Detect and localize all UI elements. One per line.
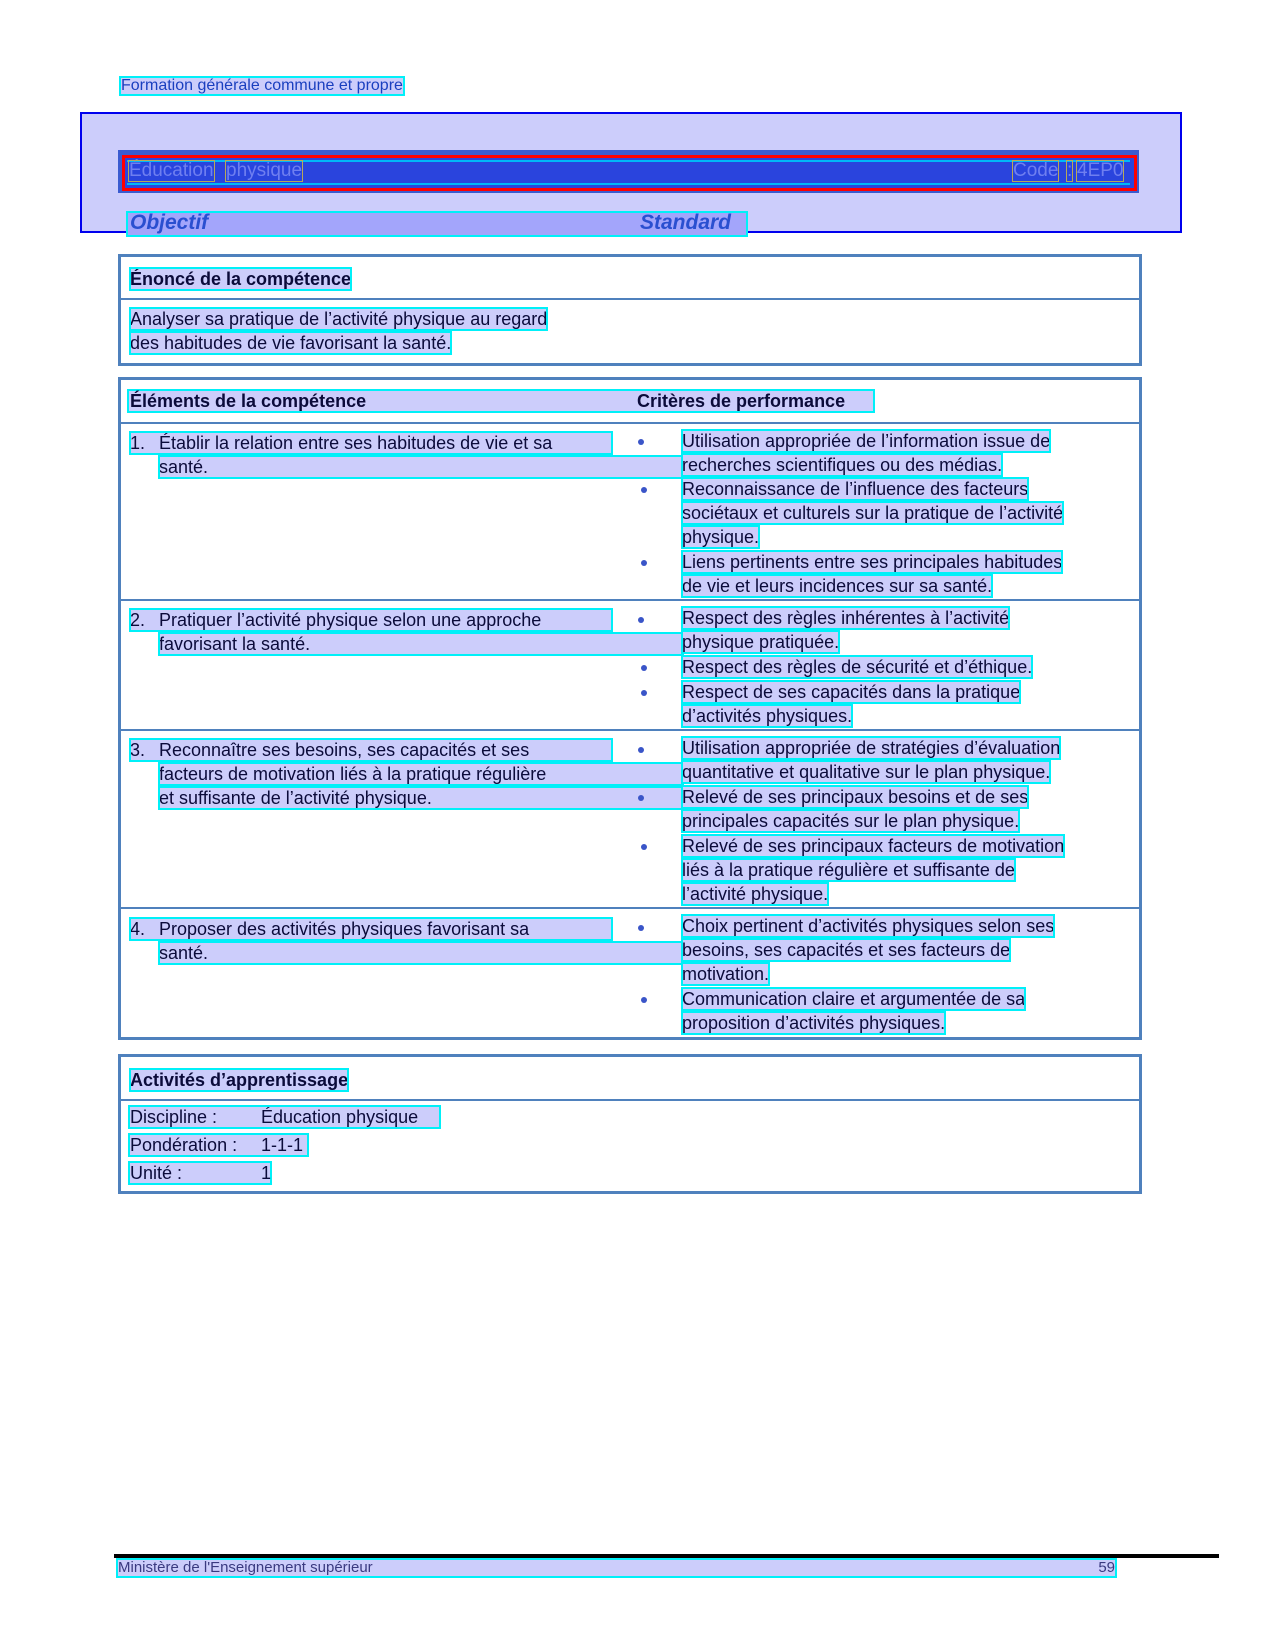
- element-number: 2.: [130, 609, 612, 631]
- ponderation-value: 1-1-1: [261, 1135, 304, 1155]
- criterion-line: Utilisation appropriée de stratégies d’évaluation: [682, 738, 1061, 758]
- element-text-line: santé.: [159, 456, 683, 478]
- unite-label: Unité :: [130, 1163, 183, 1183]
- element-text-line: et suffisante de l’activité physique.: [159, 787, 683, 809]
- bullet-icon: [641, 487, 647, 493]
- criterion-line: motivation.: [682, 964, 770, 984]
- criterion-line: de vie et leurs incidences sur sa santé.: [682, 576, 993, 596]
- criterion-line: physique pratiquée.: [682, 632, 840, 652]
- criterion-line: quantitative et qualitative sur le plan physique.: [682, 762, 1051, 782]
- criterion-line: Communication claire et argumentée de sa: [682, 989, 1026, 1009]
- code-label: Code: [1013, 160, 1059, 181]
- footer-rule: [114, 1554, 1219, 1558]
- bullet-icon: [638, 439, 644, 445]
- course-title-word: physique: [226, 160, 303, 181]
- bullet-icon: [641, 690, 647, 696]
- enonce-text-line: Analyser sa pratique de l’activité physique au regard: [130, 309, 548, 329]
- objective-label: Objectif: [130, 211, 209, 234]
- element-number: 3.: [130, 739, 612, 761]
- criterion-line: Relevé de ses principaux besoins et de ses: [682, 787, 1029, 807]
- divider: [121, 1099, 1139, 1101]
- page-number: 59: [1098, 1559, 1115, 1576]
- criterion-line: proposition d’activités physiques.: [682, 1013, 946, 1033]
- course-code: 4EP0: [1077, 160, 1124, 181]
- criterion-line: principales capacités sur le plan physique.: [682, 811, 1020, 831]
- criterion-line: Respect de ses capacités dans la pratique: [682, 682, 1021, 702]
- divider: [121, 729, 1139, 731]
- criteria-column-header: Critères de performance: [637, 391, 846, 411]
- bullet-icon: [641, 665, 647, 671]
- bullet-icon: [641, 997, 647, 1003]
- criterion-line: recherches scientifiques ou des médias.: [682, 455, 1003, 475]
- element-text-line: Pratiquer l’activité physique selon une approche: [159, 610, 542, 630]
- element-text-line: facteurs de motivation liés à la pratique régulière: [159, 763, 683, 785]
- document-section-label: Formation générale commune et propre: [121, 77, 403, 94]
- criterion-line: l’activité physique.: [682, 884, 829, 904]
- element-text-line: favorisant la santé.: [159, 633, 683, 655]
- element-number: 1.: [130, 432, 612, 454]
- criterion-line: Relevé de ses principaux facteurs de motivation: [682, 836, 1065, 856]
- criterion-line: Choix pertinent d’activités physiques selon ses: [682, 916, 1055, 936]
- bullet-icon: [638, 795, 644, 801]
- ministry-name: Ministère de l'Enseignement supérieur: [118, 1559, 373, 1576]
- element-text-line: Proposer des activités physiques favorisant sa: [159, 919, 530, 939]
- criterion-line: Liens pertinents entre ses principales habitudes: [682, 552, 1063, 572]
- criterion-line: besoins, ses capacités et ses facteurs de: [682, 940, 1011, 960]
- bullet-icon: [638, 747, 644, 753]
- code-separator: :: [1067, 160, 1073, 181]
- divider: [121, 298, 1139, 300]
- bullet-icon: [638, 617, 644, 623]
- bullet-icon: [641, 844, 647, 850]
- enonce-text-line: des habitudes de vie favorisant la santé.: [130, 333, 452, 353]
- criterion-line: d’activités physiques.: [682, 706, 853, 726]
- unite-value: 1: [261, 1163, 272, 1183]
- learning-activities-heading: Activités d’apprentissage: [130, 1070, 349, 1090]
- element-number: 4.: [130, 918, 612, 940]
- criterion-line: Reconnaissance de l’influence des facteurs: [682, 479, 1029, 499]
- divider: [121, 599, 1139, 601]
- criterion-line: liés à la pratique régulière et suffisante de: [682, 860, 1015, 880]
- bullet-icon: [638, 925, 644, 931]
- divider: [121, 422, 1139, 424]
- bullet-icon: [641, 560, 647, 566]
- discipline-label: Discipline :: [130, 1107, 218, 1127]
- element-text-line: santé.: [159, 942, 683, 964]
- criterion-line: physique.: [682, 527, 760, 547]
- element-text-line: Reconnaître ses besoins, ses capacités et ses: [159, 740, 530, 760]
- criterion-line: sociétaux et culturels sur la pratique de l’activité: [682, 503, 1064, 523]
- enonce-heading: Énoncé de la compétence: [130, 269, 352, 289]
- criterion-line: Respect des règles inhérentes à l’activité: [682, 608, 1010, 628]
- page-footer: [118, 1560, 1115, 1576]
- element-text-line: Établir la relation entre ses habitudes de vie et sa: [159, 433, 553, 453]
- criterion-line: Utilisation appropriée de l’information issue de: [682, 431, 1051, 451]
- standard-label: Standard: [640, 211, 732, 234]
- divider: [121, 907, 1139, 909]
- course-title-word: Éducation: [129, 160, 214, 181]
- elements-column-header: Éléments de la compétence: [130, 391, 367, 411]
- criterion-line: Respect des règles de sécurité et d’éthique.: [682, 657, 1033, 677]
- ponderation-label: Pondération :: [130, 1135, 238, 1155]
- discipline-value: Éducation physique: [261, 1107, 419, 1127]
